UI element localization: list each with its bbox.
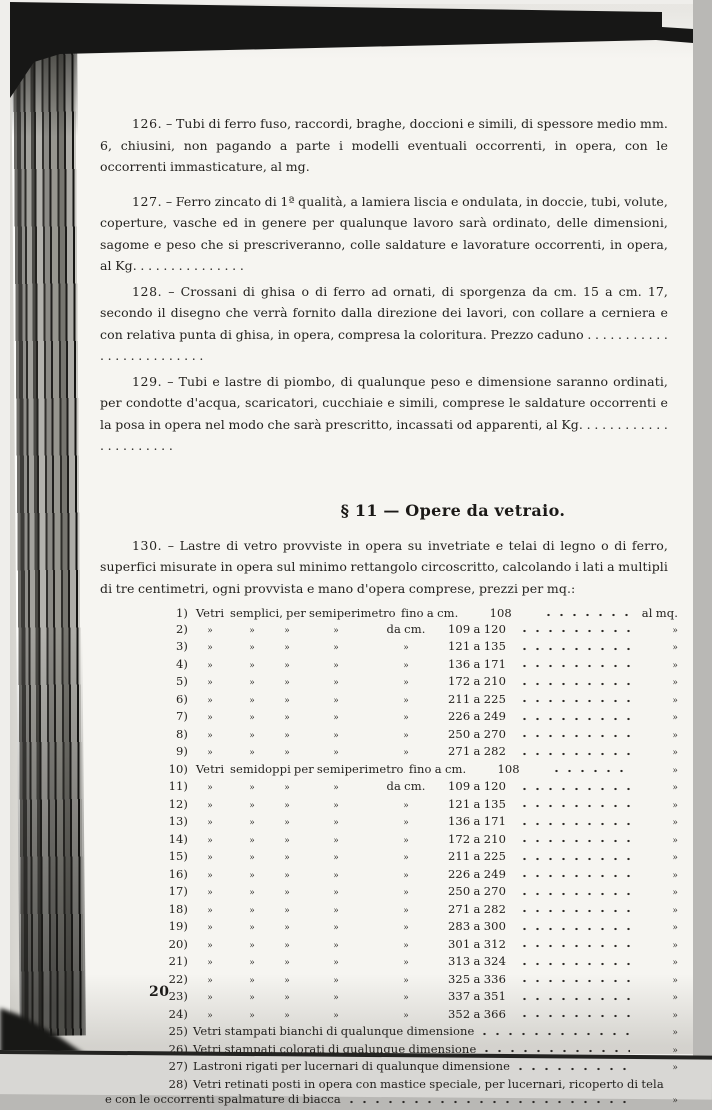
row-size-range: 250 a 270 bbox=[448, 726, 506, 741]
row-number: 5) bbox=[175, 674, 188, 688]
ditto-mark: » bbox=[672, 1096, 678, 1106]
ditto-mark: » bbox=[249, 625, 255, 636]
ditto-mark: » bbox=[284, 905, 290, 916]
glass-list-row bbox=[164, 779, 678, 797]
ditto-mark: » bbox=[207, 695, 213, 706]
ditto-mark: » bbox=[333, 958, 339, 968]
ditto-mark: » bbox=[249, 643, 255, 653]
ditto-mark: » bbox=[207, 870, 213, 881]
glass-list-row bbox=[164, 972, 678, 990]
ditto-mark: » bbox=[403, 800, 409, 811]
ditto-mark: » bbox=[672, 993, 678, 1003]
dot-leader bbox=[518, 919, 630, 937]
glass-list-row bbox=[164, 884, 678, 902]
ditto-mark: » bbox=[284, 940, 290, 951]
row-size-range: 211 a 225 bbox=[448, 849, 506, 863]
dot-leader bbox=[550, 762, 630, 780]
ditto-mark: » bbox=[207, 660, 213, 671]
row-number: 18) bbox=[168, 901, 188, 916]
ditto-mark: » bbox=[284, 1010, 290, 1021]
ditto-mark: » bbox=[284, 993, 290, 1003]
row-word: semplici, bbox=[230, 606, 284, 620]
ditto-mark: » bbox=[207, 1010, 213, 1021]
row-number: 22) bbox=[168, 971, 188, 986]
leader-dots: . . . . . . . . . . . . . . . . . . . . . . . . . bbox=[100, 326, 669, 363]
ditto-mark: » bbox=[249, 958, 255, 968]
leader-dots: . . . . . . . . . . . . . . bbox=[140, 258, 244, 273]
dot-leader bbox=[518, 937, 630, 955]
ditto-mark: » bbox=[333, 835, 339, 846]
glass-list-row bbox=[164, 692, 678, 710]
row-size-range: 301 a 312 bbox=[448, 936, 506, 951]
ditto-mark: » bbox=[249, 730, 255, 741]
section-heading: § 11 — Opere da vetraio. bbox=[340, 500, 566, 520]
row-number: 7) bbox=[175, 709, 188, 723]
ditto-mark: » bbox=[672, 958, 678, 968]
book-page-edges bbox=[11, 25, 86, 1036]
ditto-mark: » bbox=[207, 923, 213, 933]
row-number: 6) bbox=[175, 691, 188, 706]
row-size-range: 172 a 210 bbox=[448, 831, 506, 846]
ditto-mark: » bbox=[672, 783, 678, 793]
row-size-range: 271 a 282 bbox=[448, 901, 506, 916]
glass-list-row bbox=[164, 1007, 678, 1025]
ditto-mark: » bbox=[333, 748, 339, 758]
ditto-mark: » bbox=[403, 1010, 409, 1021]
item-text: Lastre di vetro provviste in opera su invetriate e telai di legno o di ferro, superfici misurate in opera sul minimo rettangolo circoscritto, calcolando i lati a multipli di tre centimetri, ogni provvista e mano d'opera comprese, prezzi per mq.: bbox=[100, 537, 668, 596]
row-number: 21) bbox=[168, 954, 188, 968]
ditto-mark: » bbox=[284, 818, 290, 828]
row-number: 25) bbox=[168, 1024, 188, 1038]
item-number: 129. bbox=[132, 373, 163, 389]
catalog-item-129 bbox=[100, 371, 668, 457]
dot-leader bbox=[518, 1007, 630, 1025]
ditto-mark: » bbox=[403, 958, 409, 968]
ditto-mark: » bbox=[284, 695, 290, 706]
ditto-mark: » bbox=[403, 923, 409, 933]
row-size-range: 352 a 366 bbox=[448, 1006, 506, 1021]
ditto-mark: » bbox=[249, 975, 255, 986]
ditto-mark: » bbox=[333, 660, 339, 671]
ditto-mark: » bbox=[672, 923, 678, 933]
row-size-range: 172 a 210 bbox=[448, 674, 506, 688]
glass-list-row bbox=[164, 622, 678, 640]
row-word: per bbox=[293, 761, 314, 776]
row-number: 28) bbox=[168, 1076, 188, 1091]
ditto-mark: » bbox=[249, 993, 255, 1003]
catalog-item-126 bbox=[100, 113, 668, 178]
ditto-mark: » bbox=[672, 678, 678, 688]
ditto-mark: » bbox=[333, 940, 339, 951]
glass-list-row bbox=[164, 606, 678, 622]
ditto-mark: » bbox=[672, 870, 678, 881]
item-text: Crossani di ghisa o di ferro ad ornati, di sporgenza da cm. 15 a cm. 17, secondo il disegno che verrà fornito dalla direzione dei lavori, con collare a cerniera e con relativa punta di ghisa, in opera, compresa la coloritura. Prezzo caduno bbox=[100, 283, 669, 342]
ditto-mark: » bbox=[207, 730, 213, 741]
item-number: 127. bbox=[132, 193, 163, 209]
dot-leader bbox=[518, 814, 630, 832]
ditto-mark: » bbox=[284, 730, 290, 741]
row-size-range: 136 a 171 bbox=[448, 814, 506, 828]
ditto-mark: » bbox=[207, 888, 213, 898]
row-word: per bbox=[286, 606, 306, 620]
row-description: Vetri stampati bianchi di qualunque dimensione bbox=[193, 1024, 475, 1038]
ditto-mark: » bbox=[403, 713, 409, 723]
ditto-mark: » bbox=[672, 853, 678, 863]
row-size-range: 337 a 351 bbox=[448, 989, 506, 1003]
ditto-mark: » bbox=[403, 748, 409, 758]
dot-leader bbox=[518, 639, 630, 657]
row-number: 16) bbox=[168, 866, 188, 881]
ditto-mark: » bbox=[333, 1010, 339, 1021]
ditto-mark: » bbox=[249, 713, 255, 723]
dot-leader bbox=[518, 832, 630, 850]
ditto-mark: » bbox=[284, 975, 290, 986]
ditto-mark: » bbox=[403, 975, 409, 986]
dot-leader bbox=[518, 674, 630, 692]
ditto-mark: » bbox=[207, 905, 213, 916]
row-size-range: 283 a 300 bbox=[448, 919, 506, 933]
row-number: 15) bbox=[168, 849, 188, 863]
row-description: Vetri stampati colorati di qualunque dimensione bbox=[193, 1041, 477, 1056]
ditto-mark: » bbox=[333, 713, 339, 723]
ditto-mark: » bbox=[284, 660, 290, 671]
dot-leader bbox=[514, 1059, 630, 1077]
ditto-mark: » bbox=[333, 870, 339, 881]
ditto-mark: » bbox=[403, 853, 409, 863]
ditto-mark: » bbox=[284, 748, 290, 758]
ditto-mark: » bbox=[207, 958, 213, 968]
row-number: 17) bbox=[168, 884, 188, 898]
dot-leader bbox=[345, 1092, 630, 1110]
ditto-mark: » bbox=[333, 888, 339, 898]
ditto-mark: » bbox=[284, 643, 290, 653]
ditto-mark: » bbox=[672, 765, 678, 776]
row-word: Vetri bbox=[195, 606, 225, 620]
ditto-mark: » bbox=[403, 660, 409, 671]
ditto-mark: » bbox=[333, 905, 339, 916]
ditto-mark: » bbox=[207, 853, 213, 863]
dot-leader bbox=[518, 902, 630, 920]
ditto-mark: » bbox=[403, 940, 409, 951]
row-description: Lastroni rigati per lucernari di qualunque dimensione bbox=[193, 1059, 510, 1073]
ditto-mark: » bbox=[207, 748, 213, 758]
ditto-mark: » bbox=[672, 888, 678, 898]
ditto-mark: » bbox=[207, 835, 213, 846]
ditto-mark: » bbox=[672, 835, 678, 846]
row-word: semiperimetro bbox=[316, 761, 404, 776]
ditto-mark: » bbox=[672, 1028, 678, 1038]
row-size-range: 313 a 324 bbox=[448, 954, 506, 968]
row-number: 23) bbox=[168, 989, 188, 1003]
ditto-mark: » bbox=[672, 748, 678, 758]
glass-list-row bbox=[164, 639, 678, 657]
ditto-mark: » bbox=[284, 870, 290, 881]
row-number: 19) bbox=[168, 919, 188, 933]
ditto-mark: » bbox=[249, 870, 255, 881]
glass-list-row bbox=[164, 832, 678, 850]
ditto-mark: » bbox=[207, 643, 213, 653]
page-number: 20 bbox=[149, 984, 170, 1000]
row-number: 20) bbox=[168, 936, 188, 951]
row-number: 26) bbox=[168, 1041, 188, 1056]
ditto-mark: » bbox=[249, 835, 255, 846]
ditto-mark: » bbox=[403, 870, 409, 881]
ditto-mark: » bbox=[207, 818, 213, 828]
row-number: 3) bbox=[175, 639, 188, 653]
ditto-mark: » bbox=[333, 695, 339, 706]
ditto-mark: » bbox=[672, 940, 678, 951]
item-dash: – bbox=[165, 116, 173, 131]
row-number: 12) bbox=[168, 796, 188, 811]
ditto-mark: » bbox=[284, 800, 290, 811]
ditto-mark: » bbox=[249, 783, 255, 793]
ditto-mark: » bbox=[284, 625, 290, 636]
dot-leader bbox=[518, 954, 630, 972]
row-description: Vetri retinati posti in opera con mastice speciale, per lucernari, ricoperto di tela bbox=[193, 1076, 664, 1091]
glass-list-row bbox=[164, 744, 678, 762]
ditto-mark: » bbox=[207, 975, 213, 986]
dot-leader bbox=[518, 989, 630, 1007]
ditto-mark: » bbox=[672, 818, 678, 828]
glass-list-row-continuation bbox=[100, 1092, 678, 1110]
ditto-mark: » bbox=[249, 800, 255, 811]
dot-leader bbox=[518, 884, 630, 902]
glass-list-row bbox=[164, 1042, 678, 1060]
ditto-mark: » bbox=[249, 923, 255, 933]
item-dash: – bbox=[165, 193, 173, 209]
glass-list-row bbox=[164, 762, 678, 780]
row-size-range: 271 a 282 bbox=[448, 744, 506, 758]
ditto-mark: » bbox=[672, 660, 678, 671]
row-number: 27) bbox=[168, 1059, 188, 1073]
row-size-range: 108 bbox=[497, 761, 520, 776]
ditto-mark: » bbox=[284, 678, 290, 688]
row-word: semiperimetro bbox=[309, 606, 396, 620]
row-number: 13) bbox=[168, 814, 188, 828]
ditto-mark: » bbox=[403, 818, 409, 828]
catalog-item-130 bbox=[100, 535, 668, 600]
ditto-mark: » bbox=[672, 1045, 678, 1056]
glass-list-row bbox=[164, 657, 678, 675]
ditto-mark: » bbox=[403, 835, 409, 846]
ditto-mark: » bbox=[333, 923, 339, 933]
ditto-mark: » bbox=[403, 888, 409, 898]
row-number: 2) bbox=[175, 621, 188, 636]
dot-leader bbox=[542, 606, 630, 622]
glass-list-row bbox=[164, 814, 678, 832]
ditto-mark: » bbox=[672, 730, 678, 741]
ditto-mark: » bbox=[333, 993, 339, 1003]
ditto-mark: » bbox=[333, 783, 339, 793]
glass-price-list bbox=[105, 606, 678, 1110]
glass-list-row bbox=[164, 797, 678, 815]
dot-leader bbox=[518, 692, 630, 710]
glass-list-row bbox=[164, 727, 678, 745]
glass-list-row bbox=[164, 937, 678, 955]
glass-list-row bbox=[164, 674, 678, 692]
row-size-range: 136 a 171 bbox=[448, 656, 506, 671]
ditto-mark: » bbox=[207, 678, 213, 688]
ditto-mark: » bbox=[672, 643, 678, 653]
glass-list-row bbox=[164, 709, 678, 727]
dot-leader bbox=[518, 797, 630, 815]
glass-list-row bbox=[164, 989, 678, 1007]
ditto-mark: » bbox=[207, 800, 213, 811]
glass-list-row bbox=[164, 849, 678, 867]
ditto-mark: » bbox=[249, 748, 255, 758]
ditto-mark: » bbox=[403, 905, 409, 916]
row-size-range: 108 bbox=[489, 606, 512, 620]
row-number: 10) bbox=[168, 761, 188, 776]
ditto-mark: » bbox=[249, 853, 255, 863]
ditto-mark: » bbox=[672, 905, 678, 916]
row-measure-label: da cm. bbox=[386, 779, 426, 793]
dot-leader bbox=[518, 657, 630, 675]
item-dash: – bbox=[167, 537, 175, 553]
item-number: 126. bbox=[132, 116, 163, 131]
row-number: 9) bbox=[175, 744, 188, 758]
ditto-mark: » bbox=[333, 818, 339, 828]
item-dash: – bbox=[168, 283, 175, 299]
ditto-mark: » bbox=[333, 975, 339, 986]
dot-leader bbox=[518, 622, 630, 640]
ditto-mark: » bbox=[284, 923, 290, 933]
dot-leader bbox=[518, 867, 630, 885]
glass-list-row bbox=[164, 867, 678, 885]
dot-leader bbox=[478, 1024, 630, 1042]
ditto-mark: » bbox=[207, 713, 213, 723]
ditto-mark: » bbox=[672, 800, 678, 811]
row-measure-label: da cm. bbox=[386, 621, 426, 636]
row-size-range: 109 a 120 bbox=[448, 621, 506, 636]
ditto-mark: » bbox=[249, 678, 255, 688]
ditto-mark: » bbox=[284, 888, 290, 898]
row-number: 11) bbox=[168, 779, 188, 793]
row-size-range: 250 a 270 bbox=[448, 884, 506, 898]
ditto-mark: » bbox=[672, 1010, 678, 1021]
row-size-range: 121 a 135 bbox=[448, 796, 506, 811]
ditto-mark: » bbox=[333, 800, 339, 811]
item-text: Ferro zincato di 1ª qualità, a lamiera liscia e ondulata, in doccie, tubi, volute, coperture, vasche ed in genere per qualunque lavoro sarà ordinato, delle dimensioni, sagome e peso che si prescriveranno, colle saldature e lavorature occorrenti, in opera, al Kg. bbox=[100, 193, 668, 273]
ditto-mark: » bbox=[403, 695, 409, 706]
glass-list-row bbox=[164, 1077, 678, 1093]
row-size-range: 121 a 135 bbox=[448, 639, 506, 653]
ditto-mark: » bbox=[333, 625, 339, 636]
row-measure-label: fino a cm. bbox=[400, 606, 459, 620]
item-number: 130. bbox=[132, 537, 163, 553]
ditto-mark: » bbox=[333, 643, 339, 653]
row-size-range: 226 a 249 bbox=[448, 709, 506, 723]
ditto-mark: » bbox=[333, 853, 339, 863]
ditto-mark: » bbox=[333, 678, 339, 688]
item-number: 128. bbox=[132, 283, 163, 299]
ditto-mark: » bbox=[249, 888, 255, 898]
leader-dots: . . . . . . . . . . . . . . . . . . . . . bbox=[100, 416, 668, 453]
ditto-mark: » bbox=[672, 975, 678, 986]
ditto-mark: » bbox=[333, 730, 339, 741]
row-number: 24) bbox=[168, 1006, 188, 1021]
row-word: semidoppi bbox=[230, 761, 291, 776]
catalog-item-127 bbox=[100, 191, 668, 277]
ditto-mark: » bbox=[207, 625, 213, 636]
row-size-range: 325 a 336 bbox=[448, 971, 506, 986]
ditto-mark: » bbox=[403, 730, 409, 741]
row-description: e con le occorrenti spalmature di biacca bbox=[105, 1092, 341, 1106]
ditto-mark: » bbox=[207, 940, 213, 951]
row-size-range: 109 a 120 bbox=[448, 779, 506, 793]
ditto-mark: » bbox=[249, 695, 255, 706]
book-top-edge-shadow bbox=[0, 0, 693, 120]
dot-leader bbox=[480, 1042, 630, 1060]
ditto-mark: » bbox=[284, 835, 290, 846]
row-number: 4) bbox=[175, 656, 188, 671]
ditto-mark: » bbox=[284, 783, 290, 793]
glass-list-row bbox=[164, 902, 678, 920]
dot-leader bbox=[518, 709, 630, 727]
ditto-mark: » bbox=[284, 713, 290, 723]
row-measure-label: fino a cm. bbox=[408, 761, 467, 776]
ditto-mark: » bbox=[672, 625, 678, 636]
ditto-mark: » bbox=[284, 853, 290, 863]
dot-leader bbox=[518, 849, 630, 867]
glass-list-row bbox=[164, 919, 678, 937]
ditto-mark: » bbox=[672, 713, 678, 723]
ditto-mark: » bbox=[672, 1063, 678, 1073]
row-size-range: 226 a 249 bbox=[448, 866, 506, 881]
ditto-mark: » bbox=[403, 678, 409, 688]
ditto-mark: » bbox=[672, 695, 678, 706]
dot-leader bbox=[518, 744, 630, 762]
ditto-mark: » bbox=[249, 905, 255, 916]
catalog-item-128 bbox=[100, 281, 668, 367]
row-number: 8) bbox=[175, 726, 188, 741]
row-size-range: 211 a 225 bbox=[448, 691, 506, 706]
dot-leader bbox=[518, 727, 630, 745]
ditto-mark: » bbox=[207, 993, 213, 1003]
glass-list-row bbox=[164, 1024, 678, 1042]
ditto-mark: » bbox=[249, 818, 255, 828]
ditto-mark: » bbox=[249, 940, 255, 951]
glass-list-row bbox=[164, 954, 678, 972]
glass-list-row bbox=[164, 1059, 678, 1077]
item-text: Tubi di ferro fuso, raccordi, braghe, doccioni e simili, di spessore medio mm. 6, chiusini, non pagando a parte i modelli eventuali occorrenti, in opera, con le occorrenti immasticature, al mg. bbox=[100, 116, 668, 174]
row-word: Vetri bbox=[195, 761, 225, 776]
ditto-mark: » bbox=[403, 643, 409, 653]
row-number: 1) bbox=[175, 606, 188, 620]
dot-leader bbox=[518, 972, 630, 990]
item-dash: – bbox=[167, 373, 174, 389]
item-text: Tubi e lastre di piombo, di qualunque peso e dimensione saranno ordinati, per condotte d'acqua, scaricatori, cucchiaie e simili, comprese le saldature occorrenti e la posa in opera nel modo che sarà prescritto, incassati od apparenti, al Kg. bbox=[100, 373, 669, 432]
ditto-mark: » bbox=[249, 1010, 255, 1021]
ditto-mark: » bbox=[207, 783, 213, 793]
ditto-mark: » bbox=[403, 993, 409, 1003]
row-number: 14) bbox=[168, 831, 188, 846]
ditto-mark: » bbox=[249, 660, 255, 671]
row-unit: al mq. bbox=[641, 606, 678, 620]
ditto-mark: » bbox=[284, 958, 290, 968]
page-text-column bbox=[100, 113, 678, 1110]
dot-leader bbox=[518, 779, 630, 797]
